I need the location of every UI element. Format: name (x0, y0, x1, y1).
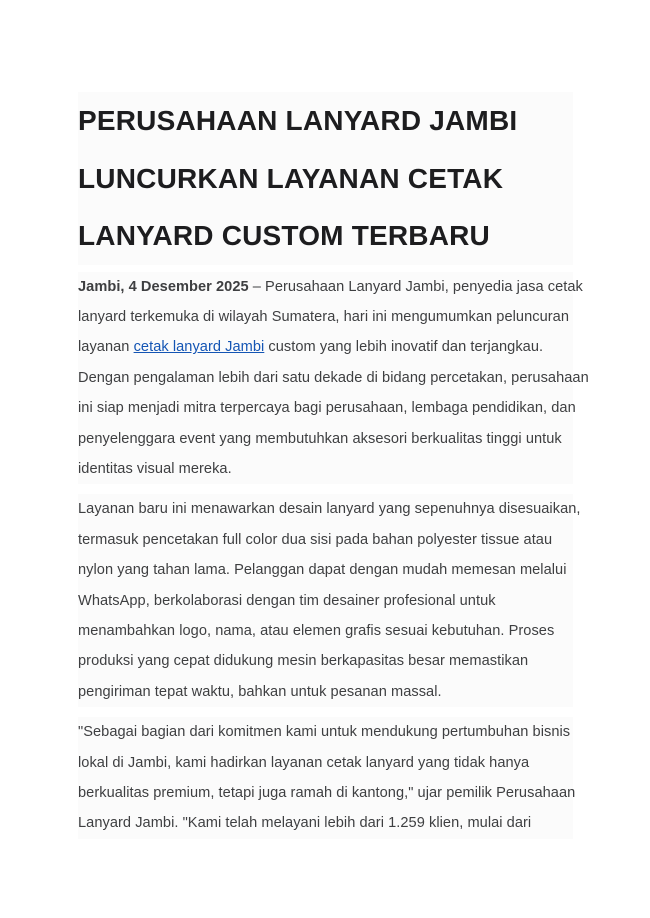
article (78, 92, 589, 849)
cetak-lanyard-jambi-link[interactable]: cetak lanyard Jambi (133, 339, 265, 356)
dateline-rest: – Perusahaan Lanyard Jambi, penyedia jasa cetak (248, 278, 583, 295)
paragraph-line: pengiriman tepat waktu, bahkan untuk pesanan massal. (78, 683, 442, 700)
paragraph-service-details (78, 494, 581, 707)
paragraph-line: berkualitas premium, tetapi juga ramah di kantong," ujar pemilik Perusahaan (78, 785, 576, 801)
article-title-line-2: LUNCURKAN LAYANAN CETAK (78, 162, 504, 194)
article-title (78, 92, 573, 265)
paragraph-line: termasuk pencetakan full color dua sisi pada bahan polyester tissue atau (78, 531, 553, 548)
paragraph-line: WhatsApp, berkolaborasi dengan tim desainer profesional untuk (78, 592, 496, 609)
paragraph-line: lanyard terkemuka di wilayah Sumatera, hari ini mengumumkan peluncuran (78, 308, 570, 325)
dateline: Jambi, 4 Desember 2025 (78, 278, 249, 295)
article-title-line-1: PERUSAHAAN LANYARD JAMBI (78, 105, 518, 136)
paragraph-line: Dengan pengalaman lebih dari satu dekade di bidang percetakan, perusahaan (78, 369, 589, 386)
paragraph-line: Layanan baru ini menawarkan desain lanyard yang sepenuhnya disesuaikan, (78, 501, 581, 518)
link-line-pre: layanan (78, 339, 134, 356)
article-title-line-3: LANYARD CUSTOM TERBARU (78, 220, 490, 251)
paragraph-line: nylon yang tahan lama. Pelanggan dapat dengan mudah memesan melalui (78, 562, 567, 579)
paragraph-line: identitas visual mereka. (78, 460, 232, 477)
paragraph-line: lokal di Jambi, kami hadirkan layanan cetak lanyard yang tidak hanya (78, 754, 530, 771)
paragraph-line: Lanyard Jambi. "Kami telah melayani lebih dari 1.259 klien, mulai dari (78, 815, 532, 832)
link-line-post: custom yang lebih inovatif dan terjangkau. (264, 339, 544, 356)
paragraph-dateline-intro (78, 272, 589, 485)
paragraph-line: menambahkan logo, nama, atau elemen grafis sesuai kebutuhan. Proses (78, 622, 555, 639)
paragraph-line: penyelenggara event yang membutuhkan aksesori berkualitas tinggi untuk (78, 430, 562, 447)
paragraph-line: "Sebagai bagian dari komitmen kami untuk mendukung pertumbuhan bisnis (78, 724, 571, 741)
paragraph-line: ini siap menjadi mitra terpercaya bagi perusahaan, lembaga pendidikan, dan (78, 400, 576, 417)
paragraph-line (78, 272, 583, 302)
paragraph-line: produksi yang cepat didukung mesin berkapasitas besar memastikan (78, 653, 529, 670)
paragraph-owner-quote (78, 717, 576, 839)
paragraph-line (78, 332, 573, 362)
